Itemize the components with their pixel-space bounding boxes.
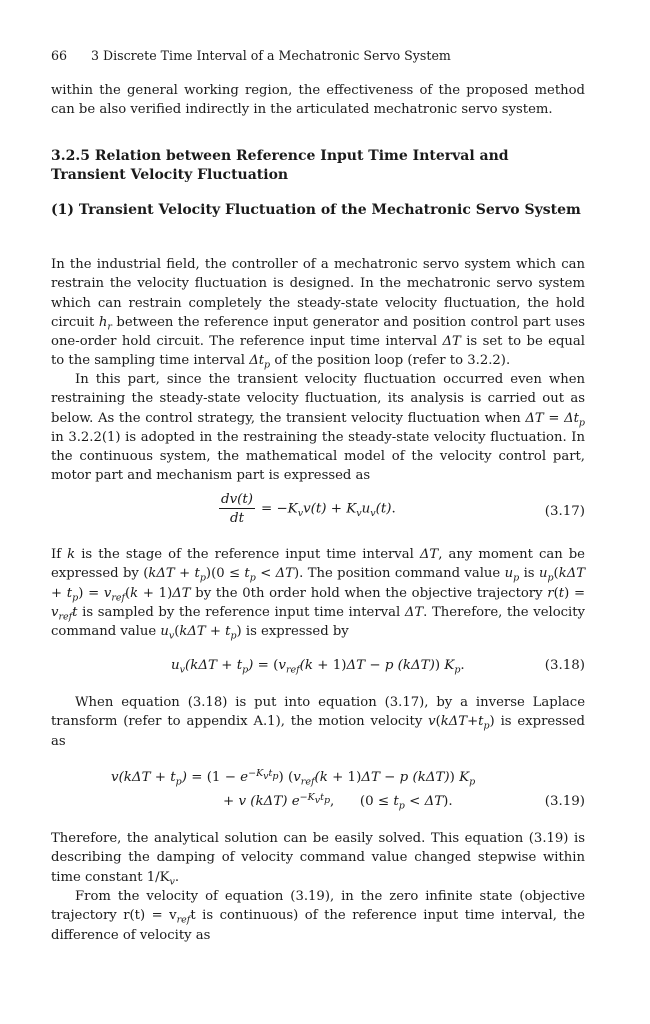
paragraph-5: Therefore, the analytical solution can be easily solved. This equation (3.19) is describing the damping of velocity command value changed stepwise within time constant $1/K_v$. (51, 831, 585, 888)
section-heading: 3.2.5 Relation between Reference Input Time Interval and Transient Velocity Fluctuation (51, 148, 509, 183)
equation-3-18: $u_v(k\Delta T + t_p) = (v_{ref}(k + 1)\Delta T - p$ (kΔT)) $K_p$. (3.18) (171, 658, 585, 676)
equation-number: (3.17) (544, 504, 585, 519)
paragraph-3: If k is the stage of the reference input time interval ΔT, any moment can be expressed by $(k\Delta T + t_p)(0 \le t_p < \Delta T)$. The position command value $u_p$ is $u_p(k\Delta T + t_p) = v_{ref}(k + 1)\Delta T$ by the 0th order hold when the objective trajectory $r(t) = v_{ref}t$ is sampled by the reference input time interval ΔT. Therefore, the velocity command value $u_v(k\Delta T + t_p)$ is expressed by (51, 547, 586, 642)
subsection-heading: (1) Transient Velocity Fluctuation of the Mechatronic Servo System (51, 202, 581, 218)
running-title: 3 Discrete Time Interval of a Mechatronic Servo System (91, 48, 451, 63)
paragraph-6: From the velocity of equation (3.19), in the zero infinite state (objective trajectory $r(t) = v_{ref}t$ is continuous) of the reference input time interval, the difference of velocity as (51, 889, 585, 943)
equation-3-17: $\frac{dv(t)}{dt}$ = $-K_vv(t) + K_vu_v(t)$. (3.17) (221, 492, 585, 526)
intro-paragraph: within the general working region, the effectiveness of the proposed method can be also verified indirectly in the articulated mechatronic servo system. (51, 83, 585, 118)
equation-number: (3.19) (544, 794, 585, 809)
page-number: 66 (51, 48, 68, 63)
paragraph-1: In the industrial field, the controller of a mechatronic servo system which can restrain the velocity fluctuation is designed. In the mechatronic servo system which can restrain completely the steady-state velocity fluctuation, the hold circuit $h_r$ between the reference input generator and position control part uses one-order hold circuit. The reference input time interval ΔT is set to be equal to the sampling time interval $\Delta t_p$ of the position loop (refer to 3.2.2). (51, 257, 585, 372)
paragraph-6-text-b: t is continuous) of the reference input time interval, the difference of velocity as (51, 908, 585, 943)
equation-number: (3.18) (544, 658, 585, 673)
running-header (51, 48, 451, 63)
paragraph-2: In this part, since the transient velocity fluctuation occurred even when restraining the steady-state velocity fluctuation, its analysis is carried out as below. As the control strategy, the transient velocity fluctuation when $\Delta T = \Delta t_p$ in 3.2.2(1) is adopted in the restraining the steady-state velocity fluctuation. In the continuous system, the mathematical model of the velocity control part, motor part and mechanism part is expressed as (51, 372, 586, 484)
paragraph-6-text-a: From the velocity of equation (3.19), in the zero infinite state (objective trajectory r(t) = v (51, 889, 585, 924)
paragraph-4: When equation (3.18) is put into equation (3.17), by a inverse Laplace transform (refer to appendix A.1), the motion velocity $v(k\Delta T+t_p)$ is expressed as (51, 695, 585, 749)
equation-3-19: $v(k\Delta T + t_p) = (1 - e^{-K_vt_p})$ ($v_{ref}(k + 1)\Delta T - p$ (kΔT)) $K_p$ + v (kΔT) $e^{-K_vt_p}$, $(0 \le t_p < \Delta T)$. (3.19) (111, 767, 585, 812)
paragraph-5-text: Therefore, the analytical solution can be easily solved. This equation (3.19) is describing the damping of velocity command value changed stepwise within time constant 1/K (51, 831, 585, 885)
